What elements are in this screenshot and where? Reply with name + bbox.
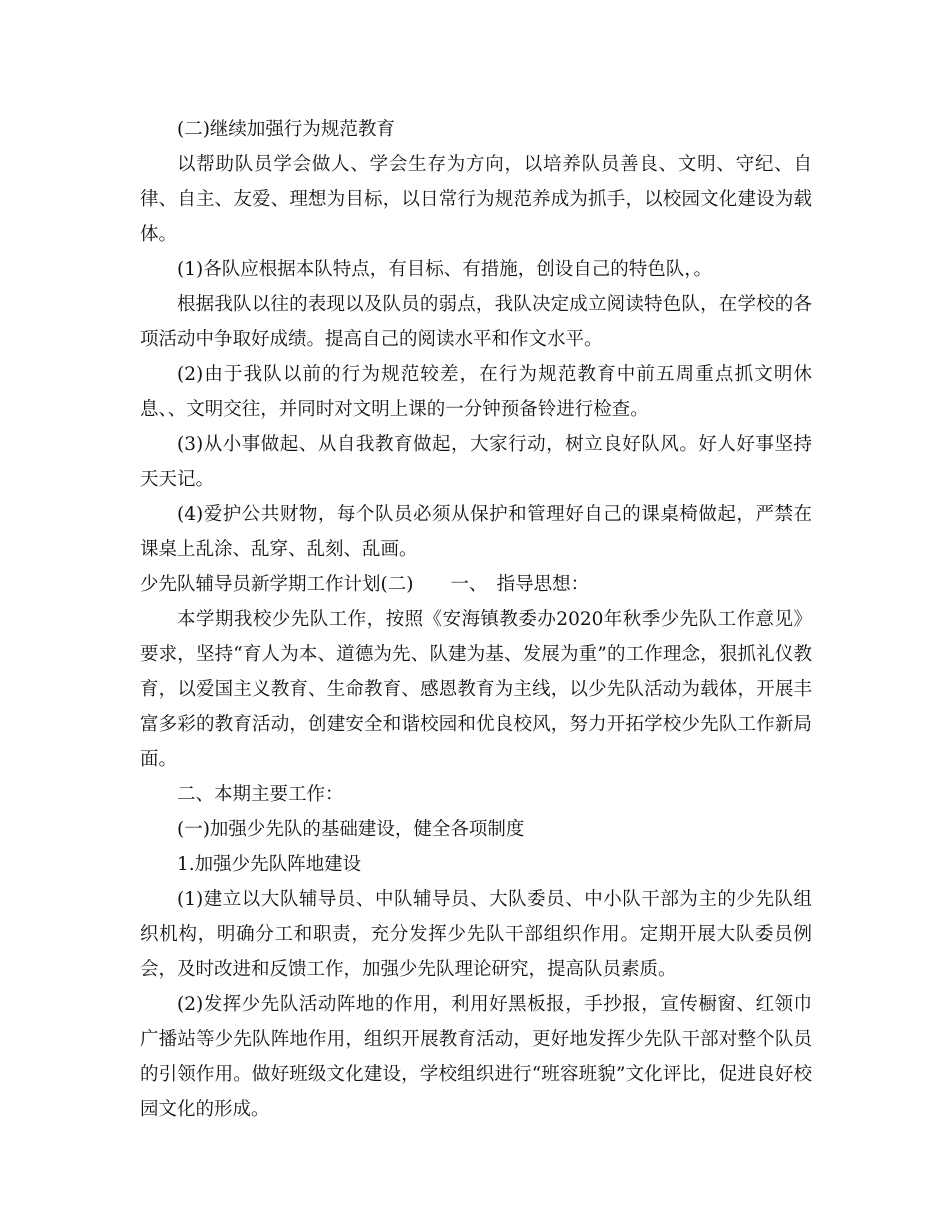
paragraph: 本学期我校少先队工作，按照《安海镇教委办2020年秋季少先队工作意见》要求，坚持“育人为本、道德为先、队建为基、发展为重”的工作理念，狠抓礼仪教育，以爱国主义教育、生命教育、感恩教育为主线，以少先队活动为载体，开展丰富多彩的教育活动，创建安全和谐校园和优良校风，努力开拓学校少先队工作新局面。 (140, 609, 812, 770)
list-item: (4)爱护公共财物，每个队员必须从保护和管理好自己的课桌椅做起，严禁在课桌上乱涂、乱穿、乱刻、乱画。 (140, 504, 812, 560)
list-item: (3)从小事做起、从自我教育做起，大家行动，树立良好队风。好人好事坚持天天记。 (140, 434, 812, 490)
list-item: (2)由于我队以前的行为规范较差，在行为规范教育中前五周重点抓文明休息、、文明交往，并同时对文明上课的一分钟预备铃进行检查。 (140, 364, 812, 420)
subsection-heading: 1.加强少先队阵地建设 (177, 854, 362, 875)
document-title: 少先队辅导员新学期工作计划(二) 一、 指导思想： (140, 574, 590, 595)
paragraph: 以帮助队员学会做人、学会生存为方向，以培养队员善良、文明、守纪、自律、自主、友爱、理想为目标，以日常行为规范养成为抓手，以校园文化建设为载体。 (140, 154, 812, 245)
paragraph: 根据我队以往的表现以及队员的弱点，我队决定成立阅读特色队，在学校的各项活动中争取好成绩。提高自己的阅读水平和作文水平。 (140, 294, 812, 350)
section-heading: (一)加强少先队的基础建设，健全各项制度 (177, 819, 525, 840)
list-item: (1)各队应根据本队特点，有目标、有措施，创设自己的特色队，。 (177, 259, 712, 280)
section-heading: (二)继续加强行为规范教育 (177, 119, 395, 140)
section-heading: 二、本期主要工作： (177, 784, 344, 805)
list-item: (2)发挥少先队活动阵地的作用，利用好黑板报，手抄报，宣传橱窗、红领巾广播站等少先队阵地作用，组织开展教育活动，更好地发挥少先队干部对整个队员的引领作用。做好班级文化建设，学校组织进行“班容班貌”文化评比，促进良好校园文化的形成。 (140, 994, 812, 1120)
document-body (140, 112, 812, 1127)
list-item: (1)建立以大队辅导员、中队辅导员、大队委员、中小队干部为主的少先队组织机构，明确分工和职责，充分发挥少先队干部组织作用。定期开展大队委员例会，及时改进和反馈工作，加强少先队理论研究，提高队员素质。 (140, 889, 812, 980)
